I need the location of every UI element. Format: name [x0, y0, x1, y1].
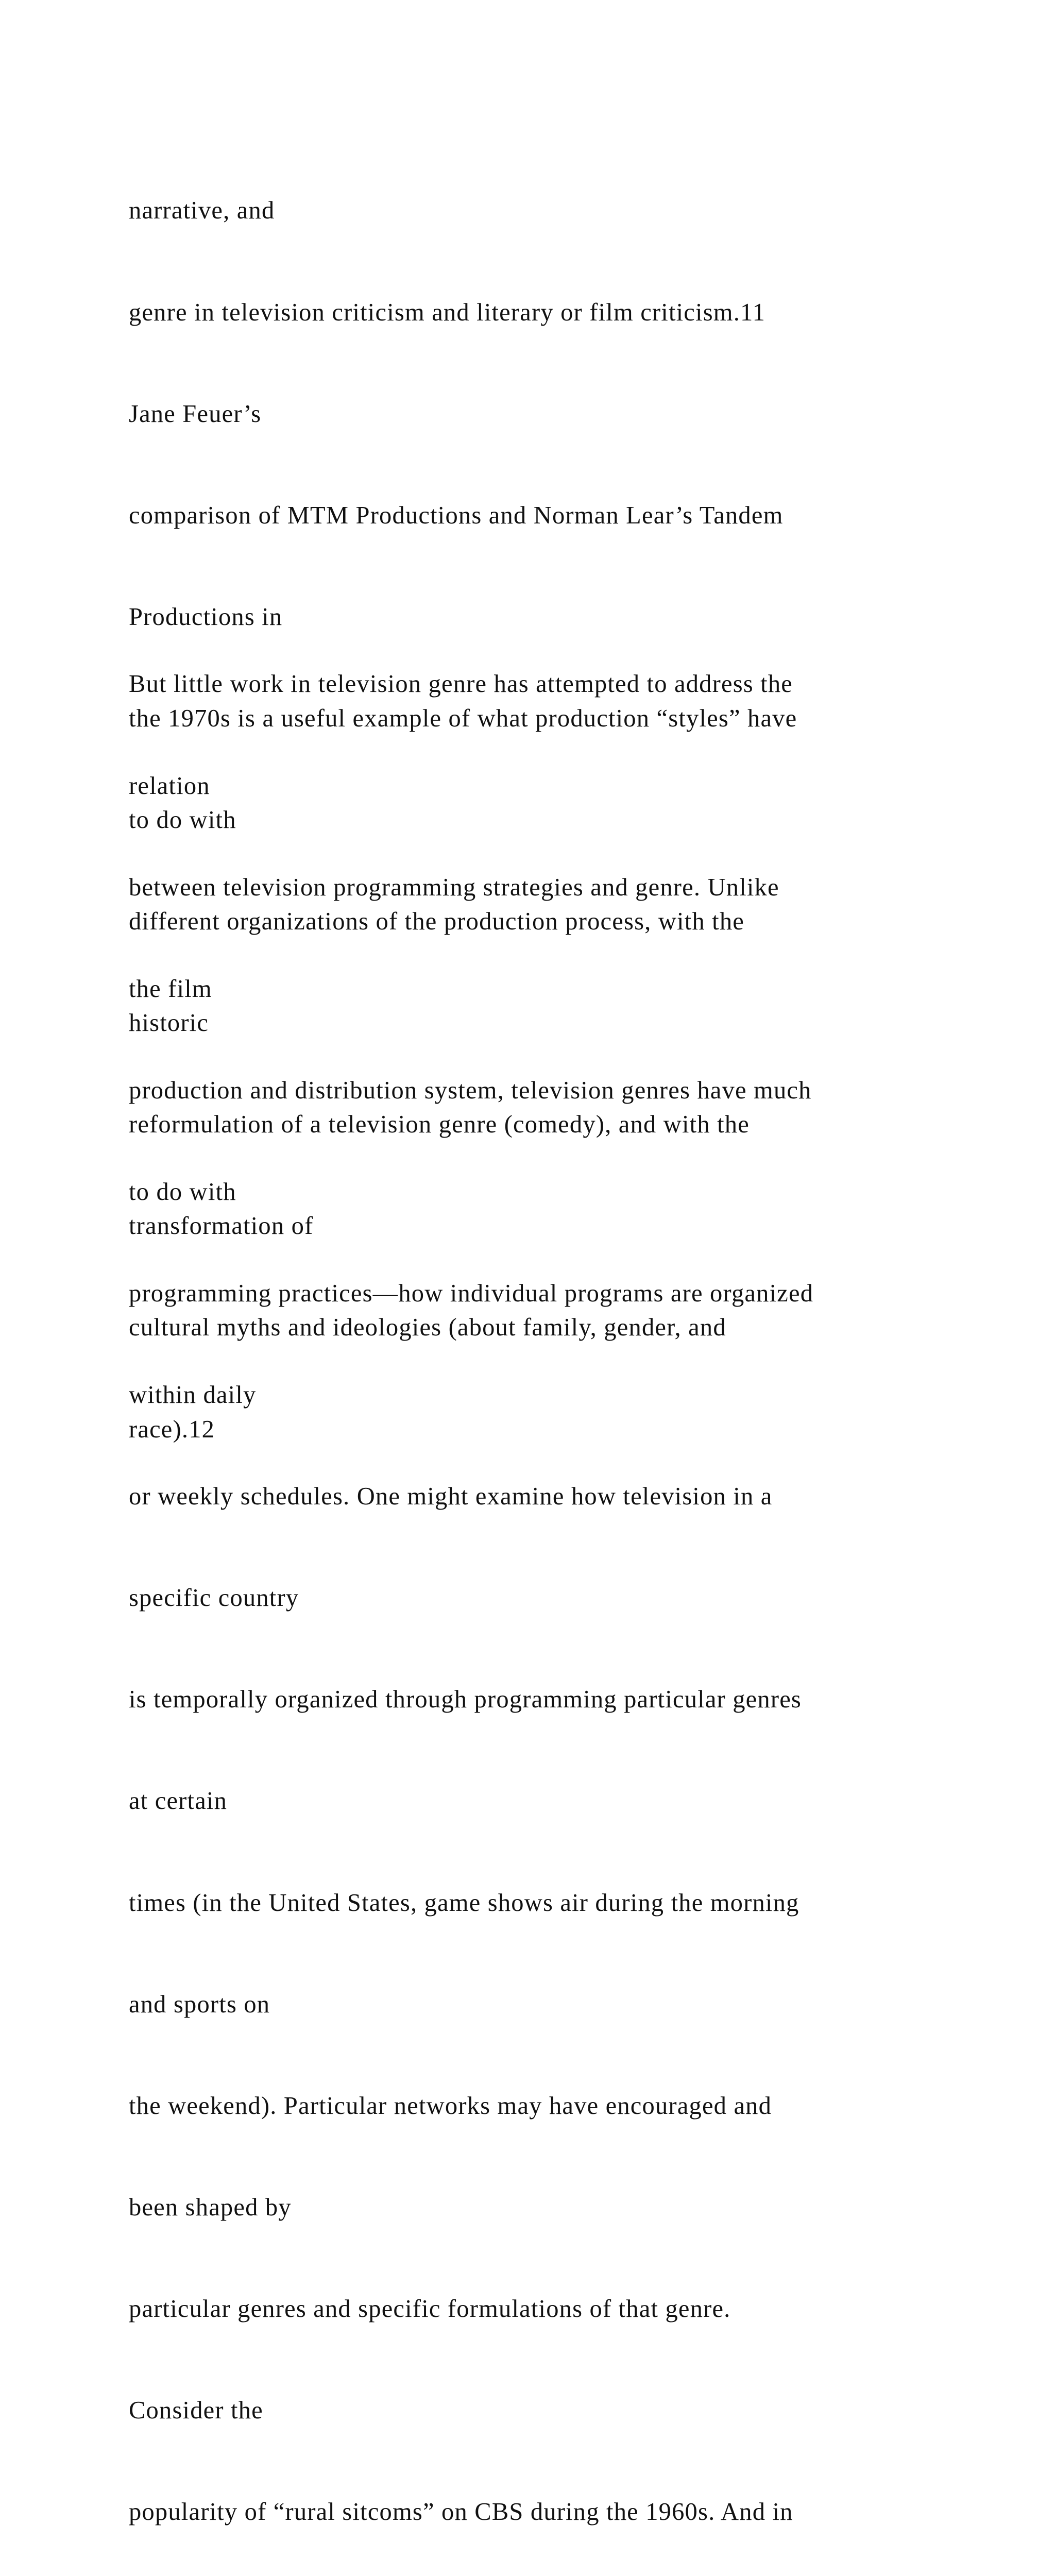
text-line: is temporally organized through programming particular genres: [129, 1686, 802, 1714]
text-line: the 1970s is a useful example of what production “styles” have: [129, 704, 797, 732]
text-line: the film: [129, 975, 212, 1003]
text-line: comparison of MTM Productions and Norman Lear’s Tandem: [129, 501, 784, 529]
text-line: been shaped by: [129, 2193, 292, 2221]
text-line: relation: [129, 772, 210, 800]
text-line: specific country: [129, 1584, 299, 1612]
text-line: race).12: [129, 1415, 215, 1443]
text-line: within daily: [129, 1381, 257, 1409]
text-line: reformulation of a television genre (comedy), and with the: [129, 1111, 750, 1139]
text-line: popularity of “rural sitcoms” on CBS during the 1960s. And in: [129, 2498, 793, 2526]
text-line: to do with: [129, 1178, 236, 1206]
text-line: transformation of: [129, 1212, 314, 1240]
text-line: at certain: [129, 1787, 228, 1815]
text-line: different organizations of the production process, with the: [129, 908, 744, 936]
text-line: Productions in: [129, 603, 283, 631]
text-line: and sports on: [129, 1990, 270, 2018]
text-line: narrative, and: [129, 197, 275, 225]
text-line: genre in television criticism and literary or film criticism.11: [129, 298, 766, 326]
text-line: the weekend). Particular networks may have encouraged and: [129, 2092, 772, 2120]
text-line: programming practices—how individual programs are organized: [129, 1279, 814, 1307]
text-line: Jane Feuer’s: [129, 400, 262, 428]
text-line: production and distribution system, television genres have much: [129, 1076, 812, 1104]
text-line: cultural myths and ideologies (about family, gender, and: [129, 1314, 726, 1342]
text-line: between television programming strategies and genre. Unlike: [129, 873, 779, 901]
text-line: Consider the: [129, 2397, 263, 2424]
text-line: historic: [129, 1009, 209, 1037]
text-line: or weekly schedules. One might examine how television in a: [129, 1483, 773, 1511]
text-line: particular genres and specific formulations of that genre.: [129, 2295, 731, 2323]
text-line: But little work in television genre has attempted to address the: [129, 670, 793, 698]
text-line: to do with: [129, 806, 236, 834]
paragraph-2: [129, 600, 1005, 2576]
text-line: times (in the United States, game shows air during the morning: [129, 1889, 799, 1917]
